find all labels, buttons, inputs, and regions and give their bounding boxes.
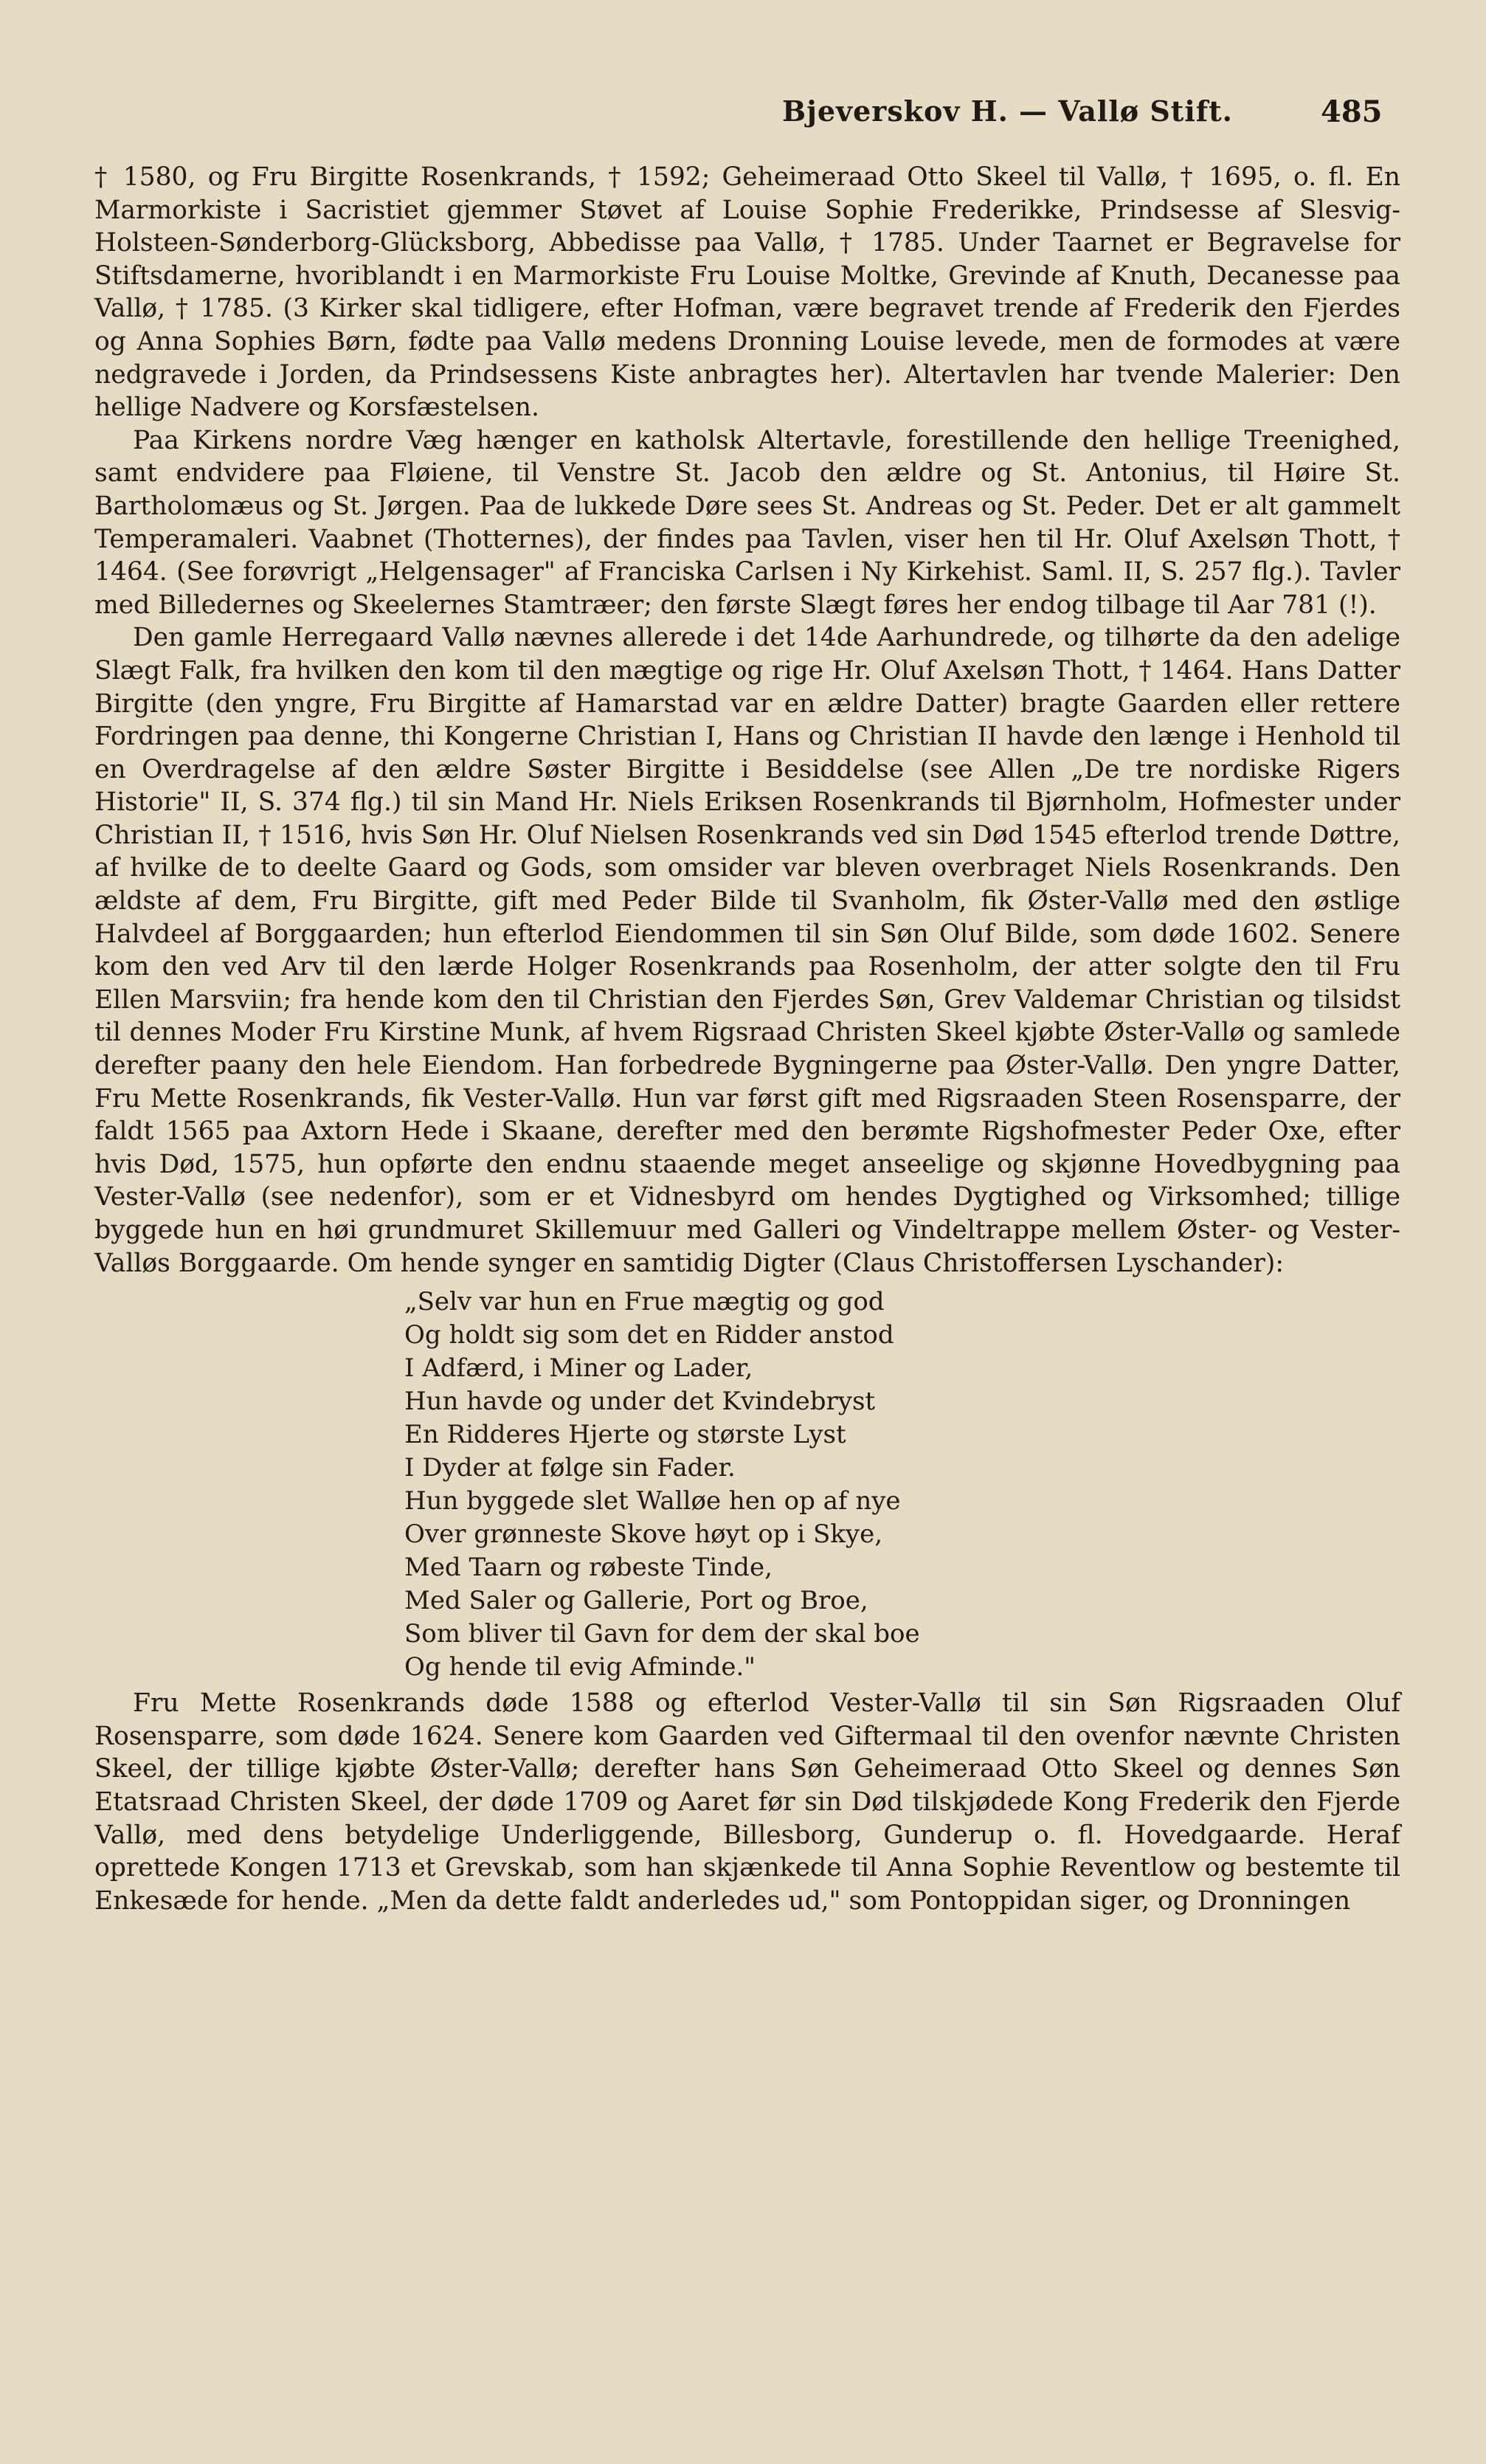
page-body <box>94 161 1400 1917</box>
poem-line: „Selv var hun en Frue mægtig og god <box>404 1287 885 1317</box>
poem-line: I Adfærd, i Miner og Lader, <box>404 1353 753 1384</box>
paragraph-2: Paa Kirkens nordre Væg hænger en katholsk Altertavle, forestillende den hellige Treenighed, samt endvidere paa Fløiene, til Venstre St. Jacob den ældre og St. Antonius, til Høire St. Bartholomæus og St. Jørgen. Paa de lukkede Døre sees St. Andreas og St. Peder. Det er alt gammelt Temperamaleri. Vaabnet (Thotternes), der findes paa Tavlen, viser hen til Hr. Oluf Axelsøn Thott, † 1464. (See forøvrigt „Helgensager" af Franciska Carlsen i Ny Kirkehist. Saml. II, S. 257 flg.). Tavler med Billedernes og Skeelernes Stamtræer; den første Slægt føres her endog tilbage til Aar 781 (!). <box>94 425 1400 620</box>
poem-quote <box>404 1286 1400 1684</box>
paragraph-1: † 1580, og Fru Birgitte Rosenkrands, † 1592; Geheimeraad Otto Skeel til Vallø, † 1695, o. fl. En Marmorkiste i Sacristiet gjemmer Støvet af Louise Sophie Frederikke, Prindsesse af Slesvig-Holsteen-Sønderborg-Glücksborg, Abbedisse paa Vallø, † 1785. Under Taarnet er Begravelse for Stiftsdamerne, hvoriblandt i en Marmorkiste Fru Louise Moltke, Grevinde af Knuth, Decanesse paa Vallø, † 1785. (3 Kirker skal tidligere, efter Hofman, være begravet trende af Frederik den Fjerdes og Anna Sophies Børn, fødte paa Vallø medens Dronning Louise levede, men de formodes at være nedgravede i Jorden, da Prindsessens Kiste anbragtes her). Altertavlen har tvende Malerier: Den hellige Nadvere og Korsfæstelsen. <box>94 162 1400 423</box>
running-header <box>0 94 1486 139</box>
poem-line: En Ridderes Hjerte og største Lyst <box>404 1420 846 1450</box>
poem-line: Hun havde og under det Kvindebryst <box>404 1387 876 1417</box>
poem-line: Med Saler og Gallerie, Port og Broe, <box>404 1586 868 1616</box>
poem-line: Og hende til evig Afminde." <box>404 1652 756 1683</box>
poem-line: I Dyder at følge sin Fader. <box>404 1453 736 1483</box>
poem-line: Og holdt sig som det en Ridder anstod <box>404 1320 894 1350</box>
paragraph-3: Den gamle Herregaard Vallø nævnes allerede i det 14de Aarhundrede, og tilhørte da den adelige Slægt Falk, fra hvilken den kom til den mægtige og rige Hr. Oluf Axelsøn Thott, † 1464. Hans Datter Birgitte (den yngre, Fru Birgitte af Hamarstad var en ældre Datter) bragte Gaarden eller rettere Fordringen paa denne, thi Kongerne Christian I, Hans og Christian II havde den længe i Henhold til en Overdragelse af den ældre Søster Birgitte i Besiddelse (see Allen „De tre nordiske Rigers Historie" II, S. 374 flg.) til sin Mand Hr. Niels Eriksen Rosenkrands til Bjørnholm, Hofmester under Christian II, † 1516, hvis Søn Hr. Oluf Nielsen Rosenkrands ved sin Død 1545 efterlod trende Døttre, af hvilke de to deelte Gaard og Gods, som omsider var bleven overbraget Niels Rosenkrands. Den ældste af dem, Fru Birgitte, gift med Peder Bilde til Svanholm, fik Øster-Vallø med den østlige Halvdeel af Borggaarden; hun efterlod Eiendommen til sin Søn Oluf Bilde, som døde 1602. Senere kom den ved Arv til den lærde Holger Rosenkrands paa Rosenholm, der atter solgte den til Fru Ellen Marsviin; fra hende kom den til Christian den Fjerdes Søn, Grev Valdemar Christian og tilsidst til dennes Moder Fru Kirstine Munk, af hvem Rigsraad Christen Skeel kjøbte Øster-Vallø og samlede derefter paany den hele Eiendom. Han forbedrede Bygningerne paa Øster-Vallø. Den yngre Datter, Fru Mette Rosenkrands, fik Vester-Vallø. Hun var først gift med Rigsraaden Steen Rosensparre, der faldt 1565 paa Axtorn Hede i Skaane, derefter med den berømte Rigshofmester Peder Oxe, efter hvis Død, 1575, hun opførte den endnu staaende meget anseelige og skjønne Hovedbygning paa Vester-Vallø (see nedenfor), som er et Vidnesbyrd om hendes Dygtighed og Virksomhed; tillige byggede hun en høi grundmuret Skillemuur med Galleri og Vindeltrappe mellem Øster- og Vester-Valløs Borggaarde. Om hende synger en samtidig Digter (Claus Christoffersen Lyschander): <box>94 623 1400 1278</box>
poem-line: Som bliver til Gavn for dem der skal boe <box>404 1619 920 1649</box>
running-title: Bjeverskov H. — Vallø Stift. <box>782 94 1233 128</box>
poem-line: Over grønneste Skove høyt op i Skye, <box>404 1519 883 1550</box>
closing-paragraph: Fru Mette Rosenkrands døde 1588 og efterlod Vester-Vallø til sin Søn Rigsraaden Oluf Rosensparre, som døde 1624. Senere kom Gaarden ved Giftermaal til den ovenfor nævnte Christen Skeel, der tillige kjøbte Øster-Vallø; derefter hans Søn Geheimeraad Otto Skeel og dennes Søn Etatsraad Christen Skeel, der døde 1709 og Aaret før sin Død tilskjødede Kong Frederik den Fjerde Vallø, med dens betydelige Underliggende, Billesborg, Gunderup o. fl. Hovedgaarde. Heraf oprettede Kongen 1713 et Grevskab, som han skjænkede til Anna Sophie Reventlow og bestemte til Enkesæde for hende. „Men da dette faldt anderledes ud," som Pontoppidan siger, og Dronningen <box>94 1688 1400 1916</box>
page-number: 485 <box>1321 94 1383 129</box>
poem-line: Med Taarn og røbeste Tinde, <box>404 1553 773 1583</box>
poem-line: Hun byggede slet Walløe hen op af nye <box>404 1486 901 1516</box>
